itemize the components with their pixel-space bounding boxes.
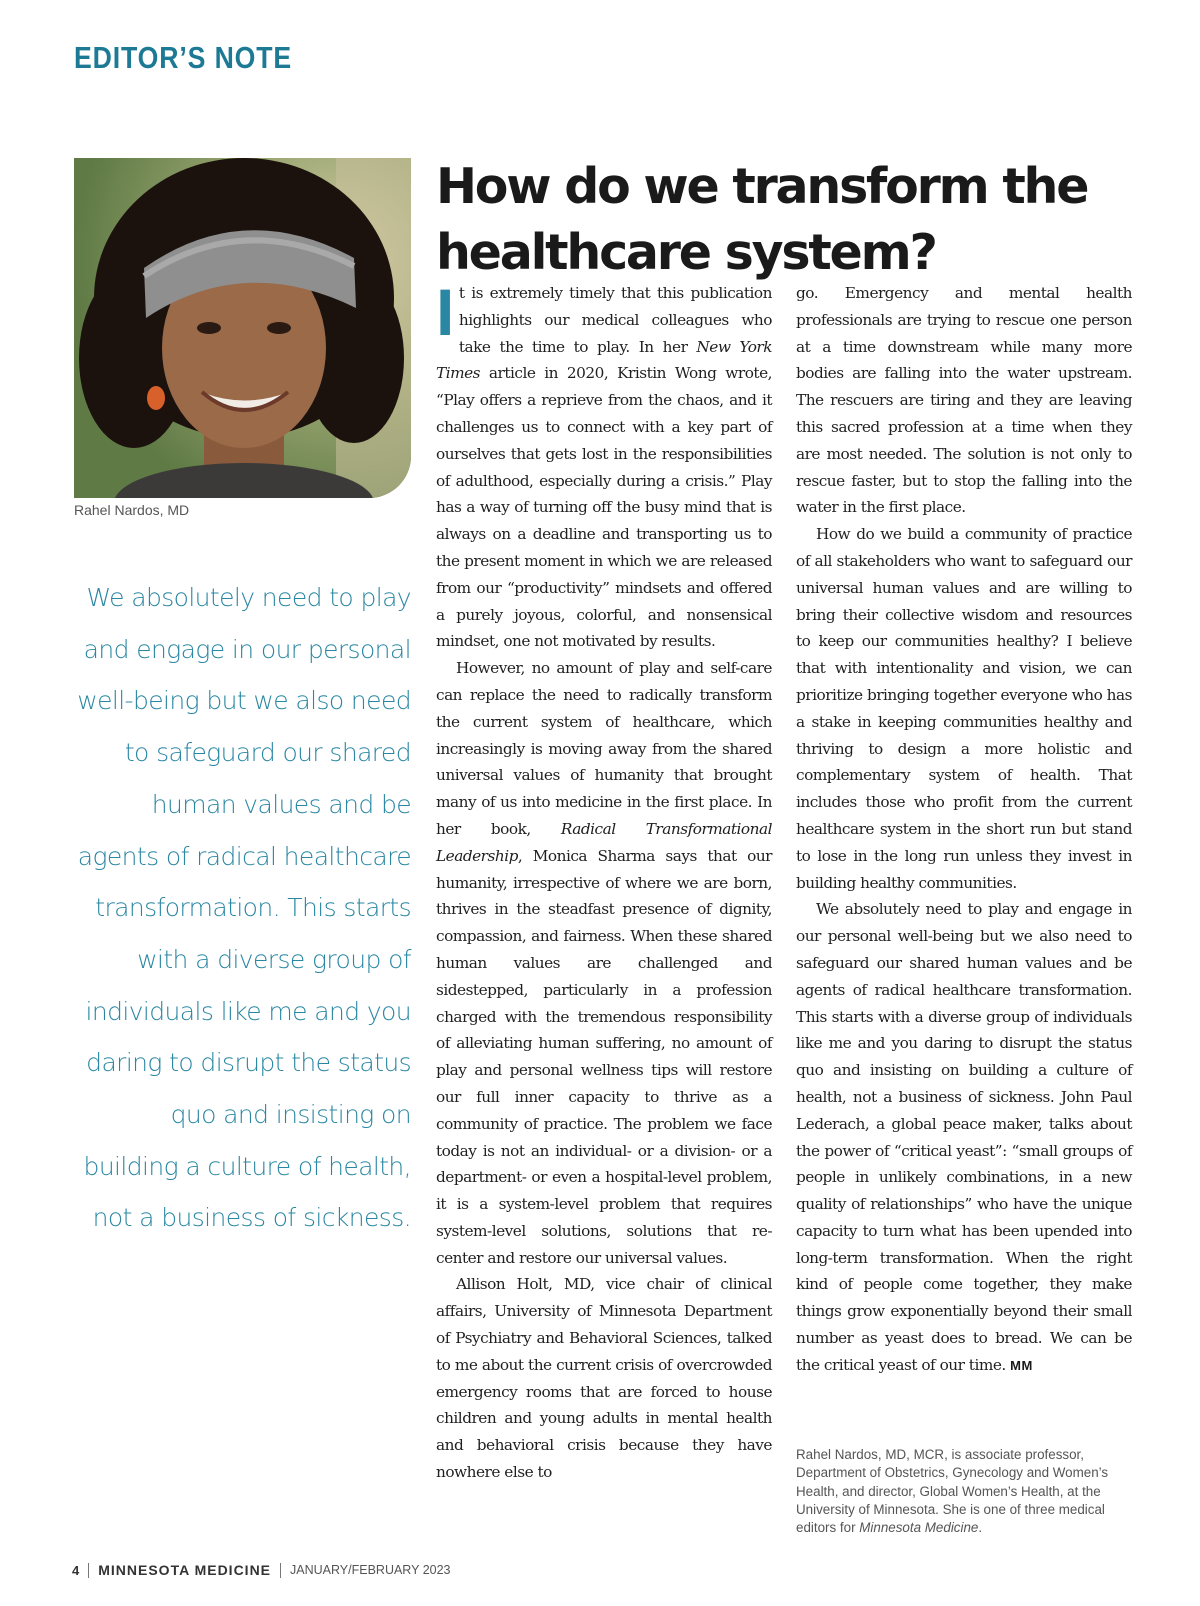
portrait-illustration [74,158,411,498]
article-paragraph: Allison Holt, MD, vice chair of clinical affairs, University of Minnesota Department of Psychiatry and Behavioral Sciences, talked to me about the current crisis of overcrowded emergency rooms that are forced to house children and young adults in mental health and behavioral crisis because they have nowhere else to [436,1275,772,1482]
drop-cap: I [436,275,454,349]
article-paragraph: We absolutely need to play and engage in our personal well-being but we also need to safeguard our shared human values and be agents of radical healthcare transformation. This starts with a diverse group of individuals like me and you daring to disrupt the status quo and insisting on building a culture of health, not a business of sickness. John Paul Lederach, a global peace maker, talks about the power of “critical yeast”: “small groups of people in unlikely combinations, in a new quality of relationships” who have the unique capacity to turn what has been upended into long-term transformation. When the right kind of people come together, they make things grow exponentially beyond their small number as yeast does to bread. We can be the critical yeast of our time. MM [796,900,1132,1374]
article-column-2 [796,280,1132,1380]
end-mark: MM [1010,1357,1033,1373]
article-paragraph: go. Emergency and mental health professionals are trying to rescue one person at a time downstream while many more bodies are falling into the water upstream. The rescuers are tiring and they are leaving this sacred profession at a time when they are most needed. The solution is not only to rescue faster, but to stop the falling into the water in the first place. [796,284,1132,517]
footer-divider [88,1563,89,1578]
issue-date: JANUARY/FEBRUARY 2023 [290,1563,451,1577]
headline: How do we transform the healthcare system? [436,158,1088,281]
photo-caption: Rahel Nardos, MD [74,502,190,518]
article-paragraph: However, no amount of play and self-care can replace the need to radically transform the current system of healthcare, which increasingly is moving away from the shared universal values of humanity that brought many of us into medicine in the first place. In her book, Radical Transformational Leadership, Monica Sharma says that our humanity, irrespective of where we are born, thrives in the steadfast presence of dignity, compassion, and fairness. When these shared human values are challenged and sidestepped, particularly in a profession charged with the tremendous responsibility of alleviating human suffering, no amount of play and personal wellness tips will restore our full inner capacity to thrive as a community of practice. The problem we face today is not an individual- or a division- or a department- or even a hospital-level problem, it is a system-level problem that requires system-level solutions, solutions that re-center and restore our universal values. [436,659,772,1267]
pull-quote: We absolutely need to play and engage in our personal well-being but we also need to safeguard our shared human values and be agents of radical healthcare transformation. This starts with a diverse group of individuals like me and you daring to disrupt the status quo and insisting on building a culture of health, not a business of sickness. [77,583,411,1233]
footer-divider [280,1563,281,1578]
section-label: EDITOR’S NOTE [74,40,293,75]
article-paragraph: It is extremely timely that this publication highlights our medical colleagues who take the time to play. In her New York Times article in 2020, Kristin Wong wrote, “Play offers a reprieve from the chaos, and it challenges us to connect with a key part of ourselves that gets lost in the responsibilities of adulthood, especially during a crisis.” Play has a way of turning off the busy mind that is always on a deadline and transporting us to the present moment in which we are released from our “productivity” mindsets and offered a purely joyous, colorful, and nonsensical mindset, one not motivated by results. [436,275,772,651]
author-photo [74,158,411,498]
magazine-name: MINNESOTA MEDICINE [98,1562,272,1578]
page-number: 4 [72,1562,80,1578]
author-bio: Rahel Nardos, MD, MCR, is associate professor, Department of Obstetrics, Gynecology and Women’s Health, and director, Global Women’s Health, at the University of Minnesota. She is one of three medical editors for Minnesota Medicine. [796,1447,1109,1536]
article-paragraph: How do we build a community of practice of all stakeholders who want to safeguard our universal human values and are willing to bring their collective wisdom and resources to keep our communities healthy? I believe that with intentionality and vision, we can prioritize bringing together everyone who has a stake in keeping communities healthy and thriving to design a more holistic and complementary system of health. That includes those who profit from the current healthcare system in the short run but stand to lose in the long run unless they invest in building healthy communities. [796,525,1132,892]
page-footer [72,1562,451,1578]
article-column-1 [436,275,772,1486]
